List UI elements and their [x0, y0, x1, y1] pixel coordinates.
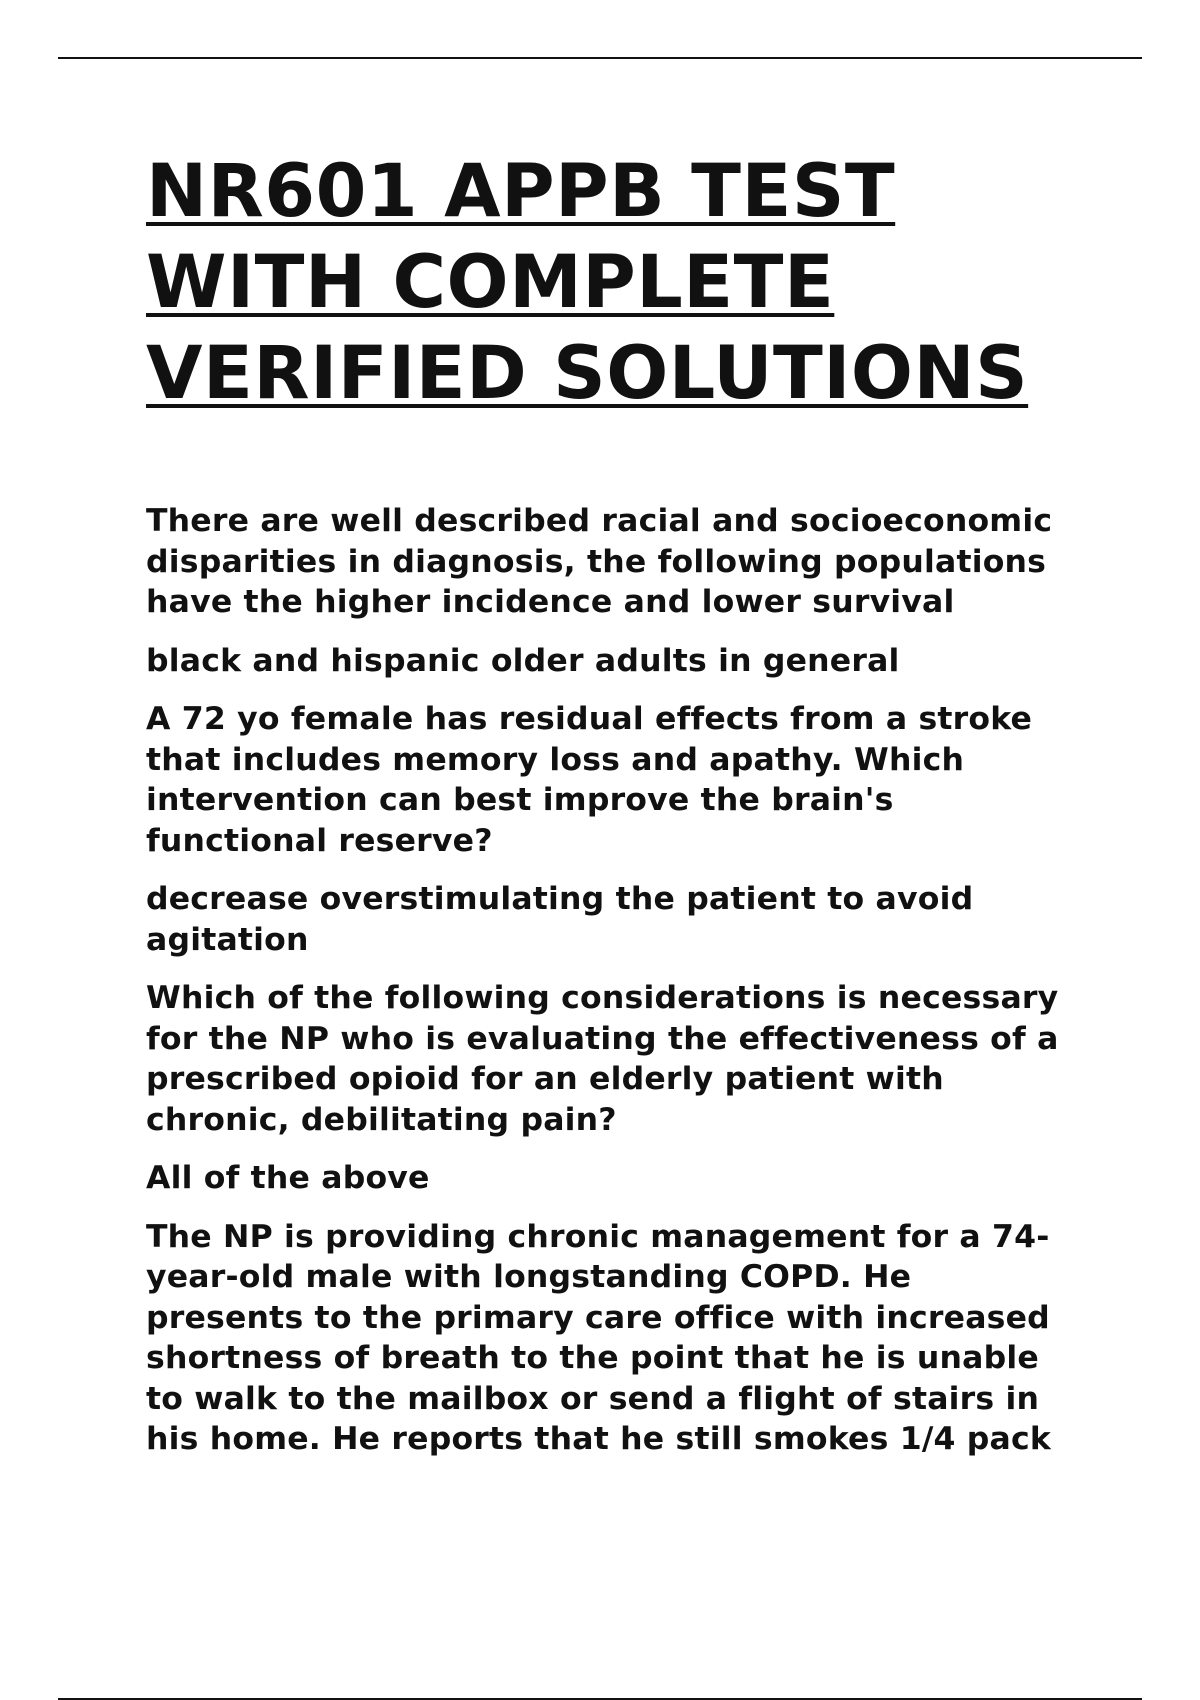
- answer-3: All of the above: [146, 1160, 430, 1196]
- document-title: NR601 APPB TEST WITH COMPLETE VERIFIED SOLUTIONS: [146, 149, 1029, 416]
- question-3: Which of the following considerations is necessary for the NP who is evaluating the effectiveness of a prescribed opioid for an elderly patient with chronic, debilitating pain?: [146, 980, 1059, 1138]
- question-4: The NP is providing chronic management for a 74- year-old male with longstanding COPD. He presents to the primary care office with increased shortness of breath to the point that he is unable to walk to the mailbox or send a flight of stairs in his home. He reports that he still smokes 1/4 pack: [146, 1218, 1052, 1457]
- document-body: [146, 146, 1086, 1478]
- qa-list: [146, 501, 1086, 1460]
- answer-2: decrease overstimulating the patient to avoid agitation: [146, 881, 974, 958]
- answer-1: black and hispanic older adults in general: [146, 642, 900, 679]
- top-rule: [58, 57, 1142, 59]
- question-2: A 72 yo female has residual effects from a stroke that includes memory loss and apathy. Which intervention can best improve the brain's functional reserve?: [146, 701, 1033, 859]
- question-1: There are well described racial and socioeconomic disparities in diagnosis, the following populations have the higher incidence and lower survival: [146, 503, 1053, 620]
